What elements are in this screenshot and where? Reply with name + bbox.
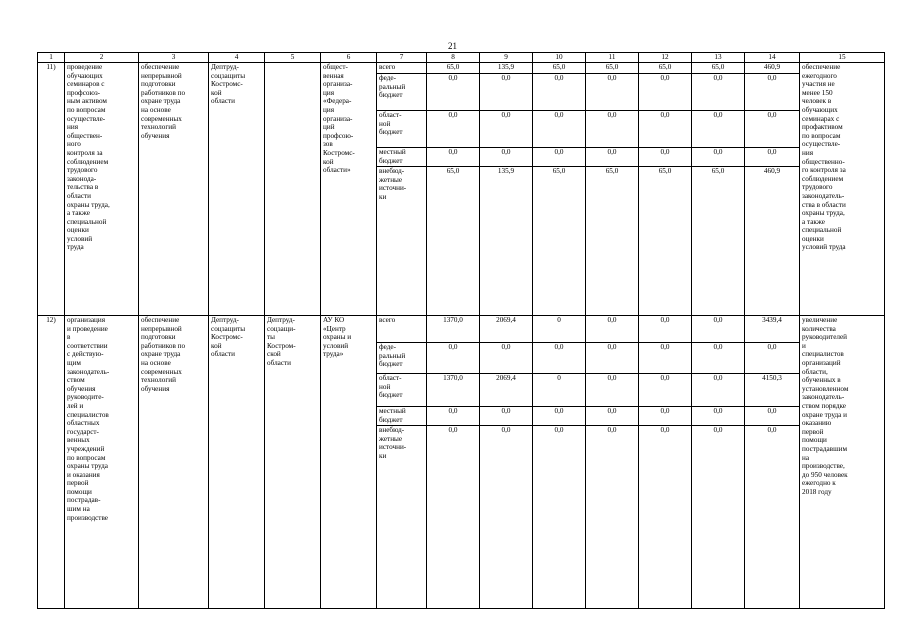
funding-value: 0,0 xyxy=(480,407,533,426)
funding-value: 460,9 xyxy=(745,167,800,316)
funding-value: 0,0 xyxy=(692,426,745,609)
funding-source: феде- ральный бюджет xyxy=(377,74,427,111)
funding-value: 65,0 xyxy=(586,63,639,74)
funding-value: 0,0 xyxy=(745,343,800,374)
funding-value: 0,0 xyxy=(745,111,800,148)
row-number: 11) xyxy=(38,63,65,316)
funding-value: 0,0 xyxy=(639,426,692,609)
funding-value: 0,0 xyxy=(533,407,586,426)
expected-result-cell: обеспечение ежегодного участия не менее 150 человек в обучающих семинарах с профактивом по вопросам осуществле- ния общественно- го контроля за соблюдением трудового законодатель- ства в области охраны труда, а также специальной оценки условий труда xyxy=(800,63,885,316)
funding-value: 0,0 xyxy=(586,407,639,426)
funding-value: 65,0 xyxy=(427,167,480,316)
task-cell: обеспечение непрерывной подготовки работников по охране труда на основе современных технологий обучения xyxy=(139,63,209,316)
funding-value: 0,0 xyxy=(480,111,533,148)
coordinator-cell: Дептруд- соцзащиты Костромс- кой области xyxy=(209,316,265,609)
funding-source: всего xyxy=(377,63,427,74)
task-cell: обеспечение непрерывной подготовки работников по охране труда на основе современных технологий обучения xyxy=(139,316,209,609)
funding-value: 0,0 xyxy=(480,343,533,374)
funding-value: 460,9 xyxy=(745,63,800,74)
funding-value: 0,0 xyxy=(639,74,692,111)
funding-source: местный бюджет xyxy=(377,148,427,167)
funding-value: 0,0 xyxy=(480,426,533,609)
funding-value: 65,0 xyxy=(427,63,480,74)
funding-value: 0,0 xyxy=(427,74,480,111)
funding-row xyxy=(38,63,885,74)
column-number: 7 xyxy=(377,53,427,63)
funding-source: област- ной бюджет xyxy=(377,374,427,407)
activity-cell: проведение обучающих семинаров с профсоюз- ным активом по вопросам осуществле- ния обществен- ного контроля за соблюдением трудового законода- тельства в области охраны труда, а также специальной оценки условий труда xyxy=(65,63,139,316)
row-number: 12) xyxy=(38,316,65,609)
funding-value: 65,0 xyxy=(692,167,745,316)
funding-value: 0,0 xyxy=(427,343,480,374)
funding-source: феде- ральный бюджет xyxy=(377,343,427,374)
funding-value: 0,0 xyxy=(586,316,639,343)
funding-value: 0,0 xyxy=(692,148,745,167)
funding-value: 1370,0 xyxy=(427,374,480,407)
funding-value: 0,0 xyxy=(533,74,586,111)
funding-value: 0,0 xyxy=(639,316,692,343)
funding-source: област- ной бюджет xyxy=(377,111,427,148)
funding-value: 65,0 xyxy=(533,167,586,316)
expected-result-cell: увеличение количества руководителей и специалистов организаций области, обученных в установленном законодатель- ством порядке охране труда и оказанию первой помощи пострадавшим на производстве, до 950 человек ежегодно к 2018 году xyxy=(800,316,885,609)
funding-value: 0,0 xyxy=(692,74,745,111)
column-number: 5 xyxy=(265,53,321,63)
column-number: 12 xyxy=(639,53,692,63)
funding-value: 0,0 xyxy=(586,74,639,111)
funding-value: 0 xyxy=(533,316,586,343)
funding-value: 0,0 xyxy=(745,74,800,111)
column-number: 3 xyxy=(139,53,209,63)
funding-value: 2069,4 xyxy=(480,316,533,343)
funding-value: 4150,3 xyxy=(745,374,800,407)
funding-value: 65,0 xyxy=(533,63,586,74)
funding-value: 2069,4 xyxy=(480,374,533,407)
funding-value: 0,0 xyxy=(639,111,692,148)
funding-value: 0,0 xyxy=(692,111,745,148)
funding-source: местный бюджет xyxy=(377,407,427,426)
column-number: 6 xyxy=(321,53,377,63)
funding-value: 0,0 xyxy=(586,111,639,148)
funding-value: 0,0 xyxy=(533,111,586,148)
funding-value: 0,0 xyxy=(745,148,800,167)
funding-value: 0,0 xyxy=(745,407,800,426)
funding-value: 0,0 xyxy=(692,374,745,407)
funding-value: 0,0 xyxy=(533,148,586,167)
funding-value: 0,0 xyxy=(692,407,745,426)
column-number: 9 xyxy=(480,53,533,63)
executor-cell: АУ КО «Центр охраны и условий труда» xyxy=(321,316,377,609)
funding-value: 135,9 xyxy=(480,63,533,74)
column-number: 14 xyxy=(745,53,800,63)
funding-value: 0,0 xyxy=(692,343,745,374)
funding-value: 65,0 xyxy=(639,63,692,74)
funding-value: 0,0 xyxy=(586,426,639,609)
program-measures-table xyxy=(37,52,885,609)
funding-value: 0,0 xyxy=(639,407,692,426)
funding-value: 1370,0 xyxy=(427,316,480,343)
column-number: 2 xyxy=(65,53,139,63)
funding-value: 0,0 xyxy=(480,74,533,111)
column-number: 1 xyxy=(38,53,65,63)
funding-value: 0,0 xyxy=(586,343,639,374)
funding-value: 0,0 xyxy=(692,316,745,343)
funding-value: 0 xyxy=(533,374,586,407)
column-number-row xyxy=(38,53,885,63)
funding-value: 65,0 xyxy=(586,167,639,316)
funding-value: 0,0 xyxy=(639,374,692,407)
funding-value: 3439,4 xyxy=(745,316,800,343)
funding-source: всего xyxy=(377,316,427,343)
funding-value: 0,0 xyxy=(427,426,480,609)
funding-value: 0,0 xyxy=(745,426,800,609)
column-number: 8 xyxy=(427,53,480,63)
page-number: 21 xyxy=(448,41,457,51)
funding-value: 0,0 xyxy=(639,148,692,167)
responsible-cell: Дептруд- соцзащи- ты Костром- ской области xyxy=(265,316,321,609)
funding-value: 0,0 xyxy=(480,148,533,167)
funding-value: 0,0 xyxy=(586,148,639,167)
funding-value: 65,0 xyxy=(639,167,692,316)
column-number: 10 xyxy=(533,53,586,63)
column-number: 11 xyxy=(586,53,639,63)
funding-value: 135,9 xyxy=(480,167,533,316)
funding-value: 0,0 xyxy=(533,343,586,374)
funding-source: внебюд- жетные источни- ки xyxy=(377,167,427,316)
column-number: 15 xyxy=(800,53,885,63)
funding-row xyxy=(38,316,885,343)
executor-cell: общест- венная организа- ция «Федера- ция организа- ций профсою- зов Костромс- кой области» xyxy=(321,63,377,316)
responsible-cell xyxy=(265,63,321,316)
column-number: 4 xyxy=(209,53,265,63)
coordinator-cell: Дептруд- соцзащиты Костромс- кой области xyxy=(209,63,265,316)
funding-value: 0,0 xyxy=(639,343,692,374)
funding-value: 0,0 xyxy=(427,407,480,426)
funding-value: 0,0 xyxy=(427,111,480,148)
column-number: 13 xyxy=(692,53,745,63)
funding-value: 0,0 xyxy=(427,148,480,167)
activity-cell: организация и проведение в соответствии с действую- щим законодатель- ством обучения руководите- лей и специалистов областных государст- венных учреждений по вопросам охраны труда и оказания первой помощи пострадав- шим на производстве xyxy=(65,316,139,609)
funding-value: 0,0 xyxy=(533,426,586,609)
funding-value: 0,0 xyxy=(586,374,639,407)
funding-source: внебюд- жетные источни- ки xyxy=(377,426,427,609)
funding-value: 65,0 xyxy=(692,63,745,74)
